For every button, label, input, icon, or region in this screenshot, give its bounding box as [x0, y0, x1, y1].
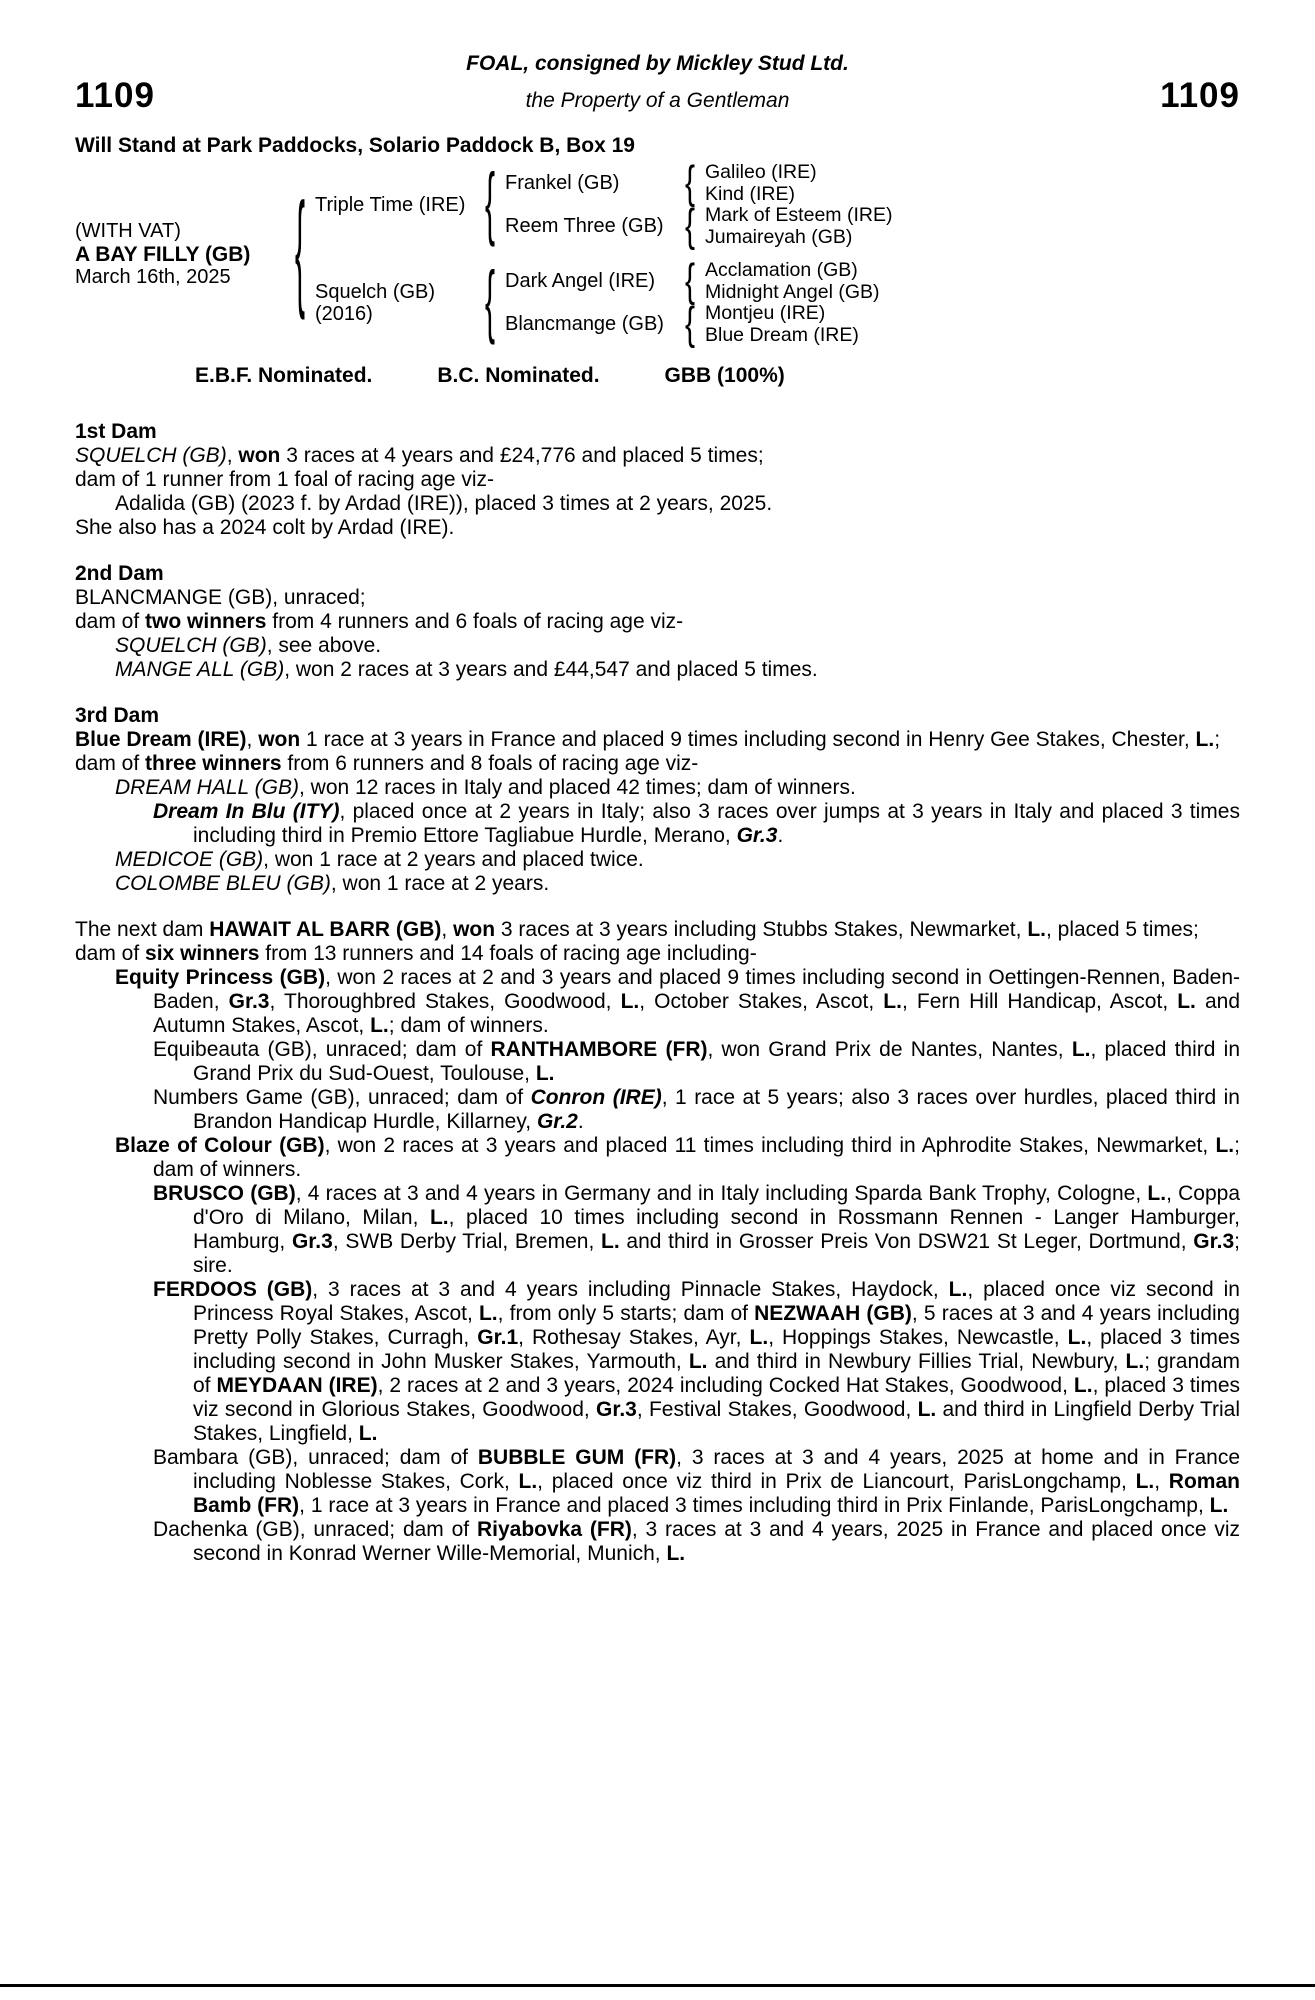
ancestor-name: Galileo (IRE)	[705, 161, 817, 183]
sire-sire-branch	[497, 158, 892, 208]
dam-name-block	[315, 281, 483, 325]
text-run: Gr.3	[291, 1230, 333, 1253]
text-run: L.	[1135, 1470, 1155, 1493]
text-run: , won 2 races at 2 and 3 years and placed 9 times including second in Oettingen-Rennen, Baden-Baden,	[153, 966, 1241, 1013]
text-run: SQUELCH (GB)	[115, 634, 267, 657]
text-run: ; sire.	[193, 1230, 1240, 1277]
dam-section-heading: 3rd Dam	[75, 704, 160, 727]
text-run: ,	[441, 918, 454, 941]
text-run: L.	[370, 1014, 389, 1037]
text-run: L.	[688, 1350, 708, 1373]
text-run: , SWB Derby Trial, Bremen,	[332, 1230, 602, 1253]
text-run: , placed 3 times including second in John Musker Stakes, Yarmouth,	[193, 1326, 1240, 1373]
text-run: L.	[1215, 1134, 1235, 1157]
text-run: ;	[1214, 728, 1221, 751]
nominations	[75, 364, 1240, 388]
dam-year: (2016)	[315, 303, 373, 325]
text-run: , from only 5 starts; dam of	[497, 1302, 755, 1325]
pedigree-brace-small: {	[684, 256, 696, 306]
pedigree-paragraph	[75, 1086, 1240, 1134]
text-run: , placed third in Grand Prix du Sud-Ouest, Toulouse,	[193, 1038, 1240, 1085]
text-run: from 4 runners and 6 foals of racing age viz-	[266, 610, 684, 633]
text-run: ; dam of winners.	[153, 1134, 1240, 1181]
text-run: 1 race at 3 years in France and placed 9 times including second in Henry Gee Stakes, Chester,	[300, 728, 1196, 751]
text-run: six winners	[145, 942, 260, 965]
lot-number-right: 1109	[1160, 76, 1240, 115]
pedigree-paragraph	[75, 966, 1240, 1038]
page-bottom-rule	[0, 1984, 1315, 1987]
pedigree-brace-dam: {	[484, 257, 496, 347]
sire-name: Triple Time (IRE)	[315, 194, 466, 216]
dam-section	[75, 562, 1240, 682]
foal-birthdate: March 16th, 2025	[75, 265, 231, 288]
dam-dam-branch	[497, 299, 880, 349]
dam-sire-branch	[497, 256, 880, 306]
dam-section-heading: 2nd Dam	[75, 562, 164, 585]
text-run: L.	[883, 990, 902, 1013]
text-run: L.	[535, 1062, 555, 1085]
grandparent-pair	[705, 303, 859, 346]
text-run: dam of	[75, 942, 146, 965]
pedigree-paragraph	[75, 586, 1240, 610]
text-run: ; dam of winners.	[388, 1014, 549, 1037]
text-run: L.	[429, 1206, 449, 1229]
text-run: Gr.3	[736, 824, 778, 847]
text-run: MEDICOE (GB)	[115, 848, 264, 871]
pedigree-paragraph	[75, 516, 1240, 540]
text-run: and third in Newbury Fillies Trial, Newbury,	[707, 1350, 1126, 1373]
grandparent-pair	[705, 205, 892, 248]
text-run: , placed 5 times;	[1045, 918, 1199, 941]
text-run: L.	[1177, 990, 1196, 1013]
text-run: L.	[620, 990, 640, 1013]
pedigree-paragraph	[75, 752, 1240, 776]
text-run: and third in Grosser Preis Von DSW21 St Leger, Dortmund,	[619, 1230, 1194, 1253]
text-run: HAWAIT AL BARR (GB)	[209, 918, 442, 941]
pedigree-paragraph	[75, 1038, 1240, 1086]
text-run: She also has a 2024 colt by Ardad (IRE).	[75, 516, 455, 539]
text-run: , 4 races at 3 and 4 years in Germany and in Italy including Sparda Bank Trophy, Cologne,	[295, 1182, 1148, 1205]
text-run: Blaze of Colour (GB)	[115, 1134, 325, 1157]
text-run: Roman Bamb (FR)	[193, 1470, 1240, 1517]
pedigree-paragraph	[75, 444, 1240, 468]
pedigree-paragraph	[75, 1518, 1240, 1566]
text-run: , 1 race at 5 years; also 3 races over hurdles, placed third in Brandon Handicap Hurdle, Killarney,	[193, 1086, 1240, 1133]
text-run: L.	[1147, 1182, 1167, 1205]
pedigree-paragraph	[75, 468, 1240, 492]
pedigree-paragraph	[75, 1446, 1240, 1518]
text-run: L.	[478, 1302, 498, 1325]
text-run: DREAM HALL (GB)	[115, 776, 299, 799]
text-run: BUBBLE GUM (FR)	[477, 1446, 677, 1469]
page-header	[75, 52, 1240, 158]
text-run: , won 2 races at 3 years and placed 11 times including third in Aphrodite Stakes, Newmarket,	[324, 1134, 1216, 1157]
pedigree-paragraph	[75, 634, 1240, 658]
grandparent-pair	[705, 260, 880, 303]
text-run: Bambara (GB), unraced; dam of	[153, 1446, 478, 1469]
text-run: L.	[1209, 1494, 1229, 1517]
pedigree-brace-small: {	[684, 158, 696, 208]
text-run: Blue Dream (IRE)	[75, 728, 247, 751]
bc-nomination: B.C. Nominated.	[437, 364, 600, 387]
text-run: , Festival Stakes, Goodwood,	[636, 1398, 918, 1421]
text-run: L.	[1125, 1350, 1145, 1373]
text-run: , won 1 race at 2 years.	[330, 872, 550, 895]
text-run: , won 2 races at 3 years and £44,547 and placed 5 times.	[284, 658, 818, 681]
text-run: NEZWAAH (GB)	[754, 1302, 912, 1325]
text-run: , placed once viz third in Prix de Liancourt, ParisLongchamp,	[537, 1470, 1136, 1493]
text-run: L.	[666, 1542, 686, 1565]
text-run: Equity Princess (GB)	[115, 966, 326, 989]
text-run: RANTHAMBORE (FR)	[490, 1038, 708, 1061]
pedigree-paragraph	[75, 918, 1240, 942]
text-run: Numbers Game (GB), unraced; dam of	[153, 1086, 531, 1109]
vat-note: (WITH VAT)	[75, 219, 181, 242]
text-run: , won Grand Prix de Nantes, Nantes,	[707, 1038, 1072, 1061]
text-run: , won 1 race at 2 years and placed twice.	[263, 848, 644, 871]
dam-sections	[75, 420, 1240, 1566]
text-run: , October Stakes, Ascot,	[639, 990, 884, 1013]
lot-row	[75, 76, 1240, 122]
text-run: ,	[1154, 1470, 1169, 1493]
text-run: dam of	[75, 610, 146, 633]
text-run: MEYDAAN (IRE)	[216, 1374, 378, 1397]
text-run: , Coppa d'Oro di Milano, Milan,	[193, 1182, 1240, 1229]
text-run: three winners	[145, 752, 282, 775]
gbb-status: GBB (100%)	[664, 364, 785, 387]
text-run: , won 12 races in Italy and placed 42 times; dam of winners.	[299, 776, 856, 799]
ancestor-name: Blancmange (GB)	[505, 313, 664, 335]
text-run: , 5 races at 3 and 4 years including Pretty Polly Stakes, Curragh,	[193, 1302, 1240, 1349]
foal-details	[75, 220, 293, 289]
text-run: L.	[1067, 1326, 1087, 1349]
property-line: the Property of a Gentleman	[525, 89, 790, 112]
text-run: , 3 races at 3 and 4 years including Pinnacle Stakes, Haydock,	[312, 1278, 949, 1301]
ancestor-name: Frankel (GB)	[505, 172, 620, 194]
text-run: 3 races at 4 years and £24,776 and placed 5 times;	[280, 444, 764, 467]
text-run: , 1 race at 3 years in France and placed 3 times including third in Prix Finlande, ParisLongchamp,	[299, 1494, 1210, 1517]
pedigree-brace-small: {	[684, 201, 696, 251]
pedigree-paragraph	[75, 1278, 1240, 1446]
text-run: .	[777, 824, 784, 847]
dam-section	[75, 420, 1240, 540]
dam-section	[75, 704, 1240, 896]
text-run: L.	[1027, 918, 1046, 941]
text-run: and Autumn Stakes, Ascot,	[153, 990, 1241, 1037]
text-run: L.	[358, 1422, 378, 1445]
text-run: , 3 races at 3 and 4 years, 2025 in France and placed once viz second in Konrad Werner Wille-Memorial, Munich,	[193, 1518, 1241, 1565]
sire-parents	[497, 158, 893, 251]
dam-section	[75, 918, 1240, 1566]
pedigree-brace-small: {	[684, 299, 696, 349]
dam-name: Squelch (GB)	[315, 281, 436, 303]
text-run: , Hoppings Stakes, Newcastle,	[768, 1326, 1068, 1349]
text-run: , see above.	[266, 634, 382, 657]
ancestor-name: Acclamation (GB)	[705, 259, 858, 281]
text-run: ,	[246, 728, 259, 751]
text-run: Gr.3	[228, 990, 270, 1013]
text-run: , Thoroughbred Stakes, Goodwood,	[269, 990, 621, 1013]
text-run: BRUSCO (GB)	[153, 1182, 296, 1205]
stand-location-line: Will Stand at Park Paddocks, Solario Paddock B, Box 19	[75, 134, 635, 157]
text-run: , placed 10 times including second in Rossmann Rennen - Langer Hamburger, Hamburg,	[193, 1206, 1241, 1253]
ancestor-name: Jumaireyah (GB)	[705, 225, 853, 248]
text-run: , Fern Hill Handicap, Ascot,	[901, 990, 1178, 1013]
ancestor-name: Dark Angel (IRE)	[505, 270, 656, 292]
text-run: won	[453, 918, 496, 941]
ancestor-name: Montjeu (IRE)	[705, 302, 826, 324]
text-run: Gr.3	[1193, 1230, 1235, 1253]
text-run: , placed once at 2 years in Italy; also 3 races over jumps at 3 years in Italy and placed 3 times including third in Premio Ettore Tagliabue Hurdle, Merano,	[193, 800, 1240, 847]
text-run: L.	[948, 1278, 968, 1301]
pedigree-brace-main: {	[294, 180, 306, 323]
dam-family	[307, 256, 892, 349]
text-run: Conron (IRE)	[530, 1086, 662, 1109]
text-run: L.	[749, 1326, 769, 1349]
text-run: , placed once viz second in Princess Royal Stakes, Ascot,	[193, 1278, 1240, 1325]
pedigree-table	[75, 158, 1240, 349]
pedigree-paragraph	[75, 728, 1240, 752]
text-run: COLOMBE BLEU (GB)	[115, 872, 331, 895]
text-run: won	[238, 444, 281, 467]
ancestor-name: Mark of Esteem (IRE)	[705, 204, 893, 226]
text-run: SQUELCH (GB)	[75, 444, 227, 467]
text-run: ,	[226, 444, 239, 467]
text-run: , 3 races at 3 and 4 years, 2025 at home and in France including Noblesse Stakes, Cork,	[193, 1446, 1241, 1493]
text-run: Dachenka (GB), unraced; dam of	[153, 1518, 477, 1541]
text-run: Dream In Blu (ITY)	[153, 800, 340, 823]
text-run: L.	[1073, 1374, 1093, 1397]
text-run: Gr.1	[477, 1326, 519, 1349]
pedigree-brace-sire: {	[484, 159, 496, 249]
pedigree-paragraph	[75, 1182, 1240, 1278]
sire-dam-branch	[497, 201, 893, 251]
ancestor-name: Midnight Angel (GB)	[705, 280, 880, 303]
text-run: Adalida (GB) (2023 f. by Ardad (IRE)), placed 3 times at 2 years, 2025.	[115, 492, 773, 515]
text-run: , placed 3 times viz second in Glorious Stakes, Goodwood,	[193, 1374, 1240, 1421]
grandparent-pair	[705, 162, 817, 205]
dam-section-heading: 1st Dam	[75, 420, 157, 443]
text-run: Gr.2	[536, 1110, 578, 1133]
ancestor-name: Kind (IRE)	[705, 182, 795, 205]
pedigree-paragraph	[75, 848, 1240, 872]
text-run: from 13 runners and 14 foals of racing age including-	[259, 942, 757, 965]
pedigree-paragraph	[75, 776, 1240, 800]
text-run: L.	[601, 1230, 620, 1253]
text-run: BLANCMANGE (GB), unraced;	[75, 586, 366, 609]
text-run: .	[577, 1110, 584, 1133]
text-run: L.	[1071, 1038, 1091, 1061]
text-run: L.	[1195, 728, 1215, 751]
ancestor-name: Blue Dream (IRE)	[705, 323, 859, 346]
foal-name: A BAY FILLY (GB)	[75, 242, 251, 266]
text-run: from 6 runners and 8 foals of racing age viz-	[281, 752, 699, 775]
pedigree-generations	[307, 158, 893, 349]
text-run: and third in Lingfield Derby Trial Stakes, Lingfield,	[193, 1398, 1240, 1445]
pedigree-paragraph	[75, 872, 1240, 896]
text-run: dam of 1 runner from 1 foal of racing age viz-	[75, 468, 495, 491]
text-run: L.	[518, 1470, 538, 1493]
text-run: Riyabovka (FR)	[476, 1518, 632, 1541]
consignor-line: FOAL, consigned by Mickley Stud Ltd.	[466, 52, 849, 75]
text-run: , Rothesay Stakes, Ayr,	[518, 1326, 750, 1349]
text-run: dam of	[75, 752, 146, 775]
ebf-nomination: E.B.F. Nominated.	[195, 364, 373, 387]
pedigree-paragraph	[75, 658, 1240, 682]
text-run: The next dam	[75, 918, 210, 941]
ancestor-name: Reem Three (GB)	[505, 215, 664, 237]
pedigree-paragraph	[75, 610, 1240, 634]
pedigree-paragraph	[75, 800, 1240, 848]
sire-family	[307, 158, 893, 251]
text-run: won	[258, 728, 301, 751]
text-run: L.	[917, 1398, 937, 1421]
lot-number-left: 1109	[75, 76, 155, 115]
text-run: 3 races at 3 years including Stubbs Stakes, Newmarket,	[495, 918, 1028, 941]
pedigree-paragraph	[75, 492, 1240, 516]
text-run: MANGE ALL (GB)	[115, 658, 285, 681]
text-run: Gr.3	[595, 1398, 637, 1421]
pedigree-paragraph	[75, 1134, 1240, 1182]
dam-parents	[497, 256, 880, 349]
pedigree-paragraph	[75, 942, 1240, 966]
text-run: , 2 races at 2 and 3 years, 2024 including Cocked Hat Stakes, Goodwood,	[377, 1374, 1074, 1397]
text-run: two winners	[145, 610, 267, 633]
text-run: Equibeauta (GB), unraced; dam of	[153, 1038, 491, 1061]
text-run: ; grandam of	[193, 1350, 1240, 1397]
text-run: FERDOOS (GB)	[153, 1278, 313, 1301]
